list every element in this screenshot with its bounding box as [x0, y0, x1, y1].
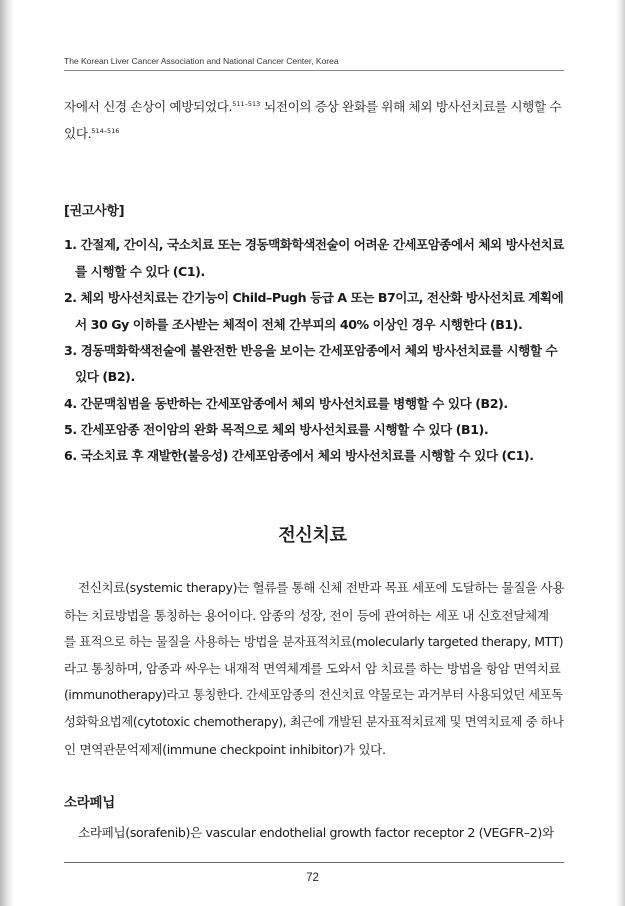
sorafenib-line-1: 소라페닙(sorafenib)은 vascular endothelial growth factor receptor 2 (VEGFR–2)와	[78, 825, 554, 840]
paragraph-line: 인 면역관문억제제(immune checkpoint inhibitor)가 있다.	[64, 742, 386, 757]
intro-line-1-text: 자에서 신경 손상이 예방되었다.	[64, 99, 233, 114]
footer-divider	[64, 862, 564, 863]
recommendation-2-line-1: 2. 체외 방사선치료는 간기능이 Child–Pugh 등급 A 또는 B7이고, 전산화 방사선치료 계획에	[64, 290, 564, 305]
paragraph-line: 를 표적으로 하는 물질을 사용하는 방법을 분자표적치료(molecularly targeted therapy, MTT)	[64, 635, 564, 649]
paragraph-line: 전신치료(systemic therapy)는 혈류를 통해 신체 전반과 목표 세포에 도달하는 물질을 사용	[78, 580, 565, 595]
paragraph-line: (immunotherapy)라고 통칭한다. 간세포암종의 전신치료 약물로는 과거부터 사용되었던 세포독	[64, 688, 563, 702]
paragraph-line: 라고 통칭하며, 암종과 싸우는 내재적 면역체계를 도와서 암 치료를 하는 방법을 항암 면역치료	[64, 661, 561, 676]
recommendation-6: 6. 국소치료 후 재발한(불응성) 간세포암종에서 체외 방사선치료를 시행할 수 있다 (C1).	[64, 448, 534, 463]
page-number: 72	[306, 872, 319, 884]
intro-line-2	[64, 123, 119, 142]
citation-ref: 514–516	[91, 127, 120, 135]
recommendation-4: 4. 간문맥침범을 동반하는 간세포암종에서 체외 방사선치료를 병행할 수 있다 (B2).	[64, 396, 508, 411]
page-edge-shadow-right	[615, 0, 625, 906]
recommendations-heading: [권고사항]	[64, 204, 125, 219]
section-title: 전신치료	[278, 525, 347, 546]
recommendation-2-line-2: 서 30 Gy 이하를 조사받는 체적이 전체 간부피의 40% 이상인 경우 시행한다 (B1).	[75, 317, 523, 332]
recommendation-1-line-2: 를 시행할 수 있다 (C1).	[75, 264, 205, 279]
sorafenib-heading: 소라페닙	[64, 795, 115, 811]
header-divider	[64, 70, 564, 71]
paragraph-line: 하는 치료방법을 통칭하는 용어이다. 암종의 성장, 전이 등에 관여하는 세포 내 신호전달체계	[64, 608, 549, 623]
intro-line-1-text-cont: 뇌전이의 증상 완화를 위해 체외 방사선치료를 시행할 수	[260, 99, 562, 114]
recommendation-1-line-1: 1. 간절제, 간이식, 국소치료 또는 경동맥화학색전술이 어려운 간세포암종에서 체외 방사선치료	[64, 237, 564, 252]
recommendation-3-line-1: 3. 경동맥화학색전술에 불완전한 반응을 보이는 간세포암종에서 체외 방사선치료를 시행할 수	[64, 343, 558, 358]
intro-line-1	[64, 96, 561, 115]
page-edge-shadow-left	[0, 0, 14, 906]
recommendation-5: 5. 간세포암종 전이암의 완화 목적으로 체외 방사선치료를 시행할 수 있다 (B1).	[64, 422, 489, 437]
citation-ref: 511–513	[232, 100, 261, 108]
intro-line-2-text: 있다.	[64, 126, 92, 141]
running-header: The Korean Liver Cancer Association and National Cancer Center, Korea	[64, 56, 339, 66]
recommendation-3-line-2: 있다 (B2).	[75, 369, 135, 384]
paragraph-line: 성화학요법제(cytotoxic chemotherapy), 최근에 개발된 분자표적치료제 및 면역치료제 중 하나	[64, 715, 564, 729]
